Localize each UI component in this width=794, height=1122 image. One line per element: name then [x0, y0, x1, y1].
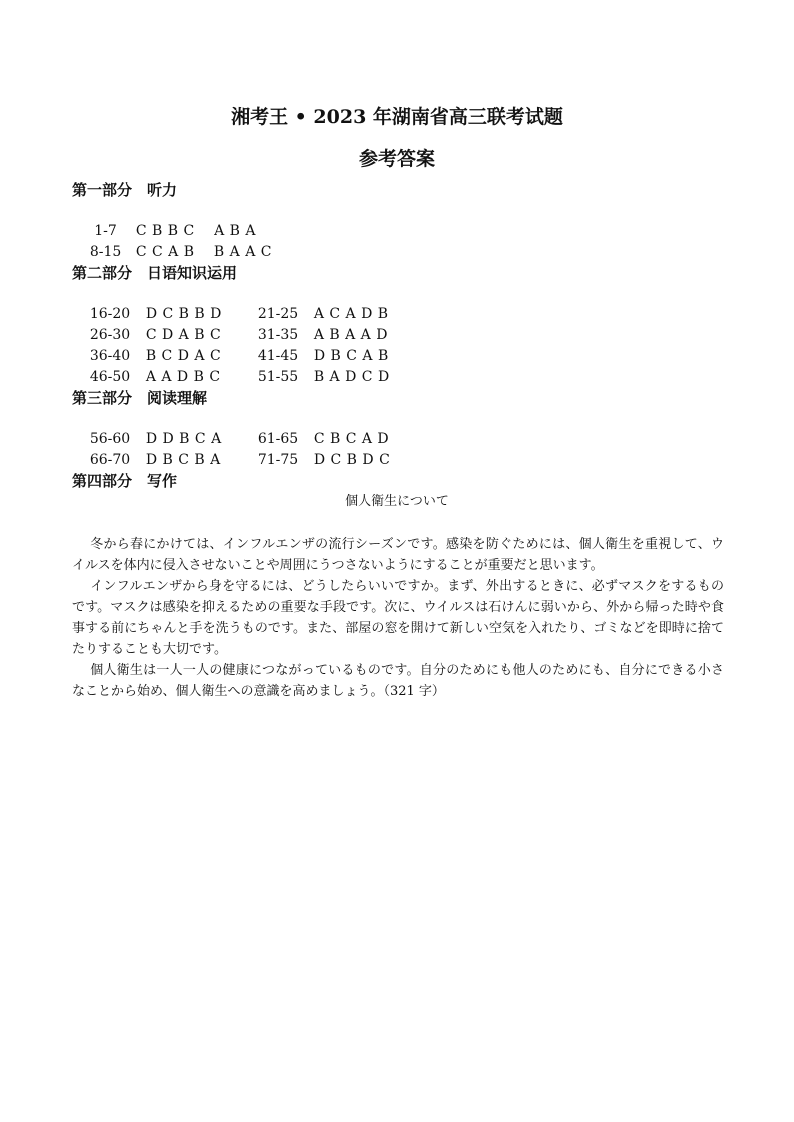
answer-range: 26-30 [89, 327, 131, 343]
answer-range: 66-70 [89, 452, 131, 468]
answer-letters: C C A B B A A C [135, 244, 273, 260]
answer-letters: C B B C A B A [135, 223, 257, 239]
essay-body [72, 534, 724, 702]
essay-title: 個人衛生について [345, 494, 449, 509]
answer-range: 16-20 [89, 306, 131, 322]
essay-paragraph: 冬から春にかけては、インフルエンザの流行シーズンです。感染を防ぐためには、個人衛生を重視して、ウイルスを体内に侵入させないことや周囲にうつさないようにすることが重要だと思います。 [72, 537, 724, 573]
essay-paragraph: インフルエンザから身を守るには、どうしたらいいですか。まず、外出するときに、必ずマスクをするものです。マスクは感染を抑えるための重要な手段です。次に、ウイルスは石けんに弱いから、外から帰った時や食事する前にちゃんと手を洗うものです。また、部屋の窓を開けて新しい空気を入れたり、ゴミなどを即時に捨てたりすることも大切です。 [72, 579, 725, 657]
answer-range: 46-50 [89, 369, 131, 385]
answer-letters: D B C B A [145, 452, 221, 468]
answer-letters: B A D C D [313, 369, 390, 385]
answer-range: 61-65 [257, 431, 299, 447]
answer-letters: A B A A D [313, 327, 388, 343]
answer-letters: B C D A C [145, 348, 222, 364]
answer-letters: C D A B C [145, 327, 222, 343]
essay-paragraph: 個人衛生は一人一人の健康につながっているものです。自分のためにも他人のためにも、自分にできる小さなことから始め、個人衛生への意識を高めましょう。（321 字） [72, 663, 724, 699]
answer-range: 71-75 [257, 452, 299, 468]
answer-letters: D C B B D [145, 306, 222, 322]
page-title: 湘考王 • 2023 年湖南省高三联考试题 [231, 106, 563, 128]
answer-letters: C B C A D [313, 431, 390, 447]
answer-letters: D D B C A [145, 431, 222, 447]
answer-range: 21-25 [257, 306, 299, 322]
part2-heading: 第二部分 日语知识运用 [72, 264, 238, 282]
part1-heading: 第一部分 听力 [72, 181, 178, 199]
answer-range: 8-15 [89, 244, 122, 260]
answer-range: 1-7 [89, 223, 117, 239]
page-subtitle: 参考答案 [358, 148, 435, 170]
answer-letters: D C B D C [313, 452, 391, 468]
answer-letters: D B C A B [313, 348, 389, 364]
part3-heading: 第三部分 阅读理解 [72, 389, 208, 407]
answer-range: 51-55 [257, 369, 299, 385]
answer-letters: A C A D B [313, 306, 389, 322]
answer-range: 56-60 [89, 431, 131, 447]
answer-range: 31-35 [257, 327, 299, 343]
answer-range: 41-45 [257, 348, 299, 364]
answer-range: 36-40 [89, 348, 131, 364]
part4-heading: 第四部分 写作 [72, 472, 178, 490]
answer-letters: A A D B C [145, 369, 221, 385]
